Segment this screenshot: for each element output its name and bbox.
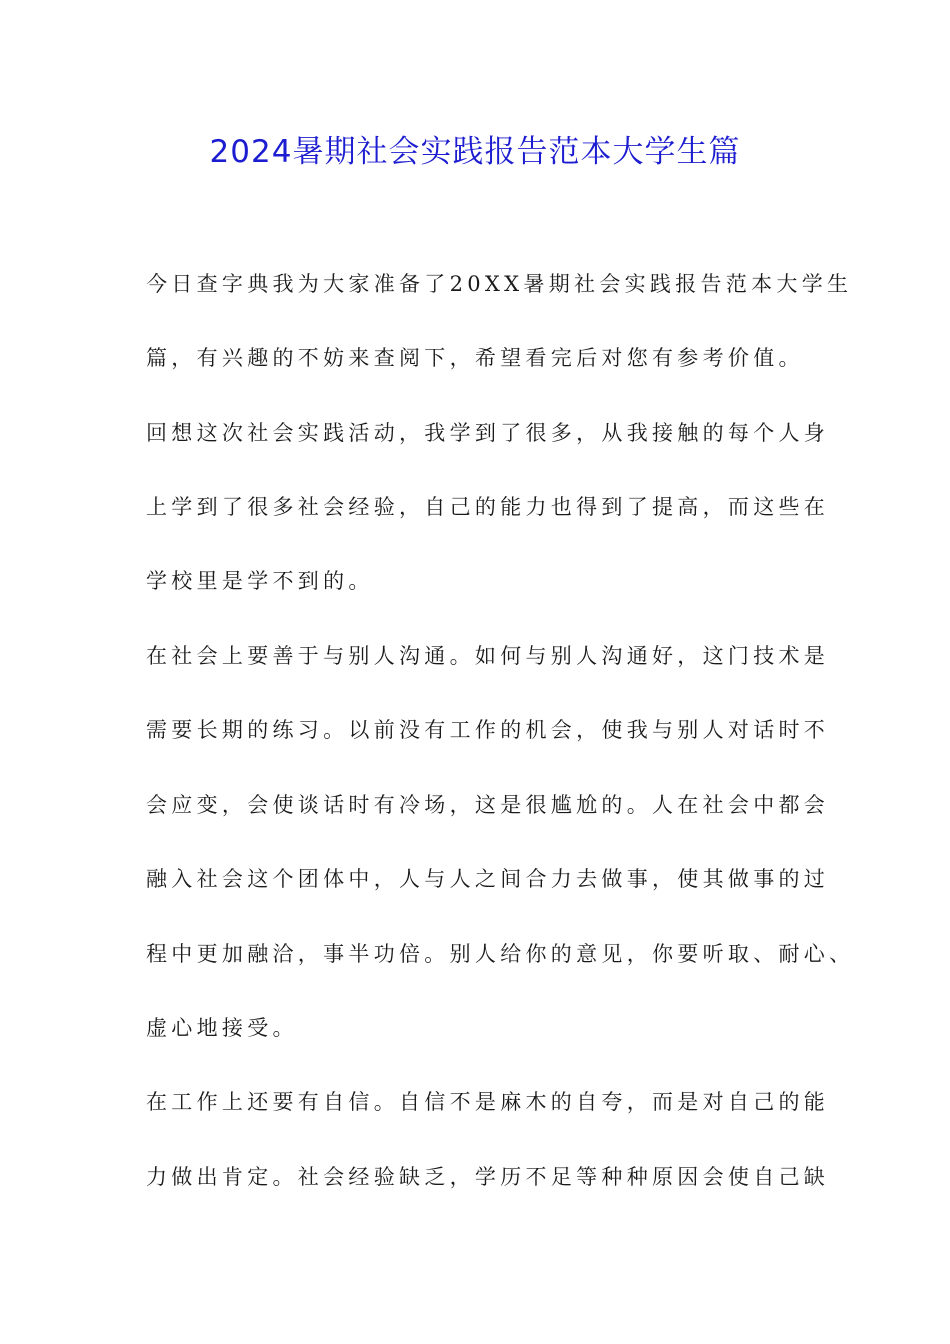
body-line: 学校里是学不到的。	[146, 569, 374, 593]
body-line: 会应变，会使谈话时有冷场，这是很尴尬的。人在社会中都会	[146, 793, 830, 817]
body-line: 在社会上要善于与别人沟通。如何与别人沟通好，这门技术是	[146, 644, 830, 668]
body-line: 上学到了很多社会经验，自己的能力也得到了提高，而这些在	[146, 495, 830, 519]
body-line: 融入社会这个团体中，人与人之间合力去做事，使其做事的过	[146, 867, 830, 891]
body-line: 回想这次社会实践活动，我学到了很多，从我接触的每个人身	[146, 421, 830, 445]
body-line: 篇，有兴趣的不妨来查阅下，希望看完后对您有参考价值。	[146, 346, 804, 370]
body-line: 程中更加融洽，事半功倍。别人给你的意见，你要听取、耐心、	[146, 942, 855, 966]
body-line: 今日查字典我为大家准备了20XX暑期社会实践报告范本大学生	[146, 272, 853, 296]
body-line: 在工作上还要有自信。自信不是麻木的自夸，而是对自己的能	[146, 1090, 830, 1114]
document-title: 2024暑期社会实践报告范本大学生篇	[209, 134, 741, 170]
body-line: 虚心地接受。	[146, 1016, 298, 1040]
body-line: 需要长期的练习。以前没有工作的机会，使我与别人对话时不	[146, 718, 830, 742]
body-line: 力做出肯定。社会经验缺乏，学历不足等种种原因会使自己缺	[146, 1165, 830, 1189]
